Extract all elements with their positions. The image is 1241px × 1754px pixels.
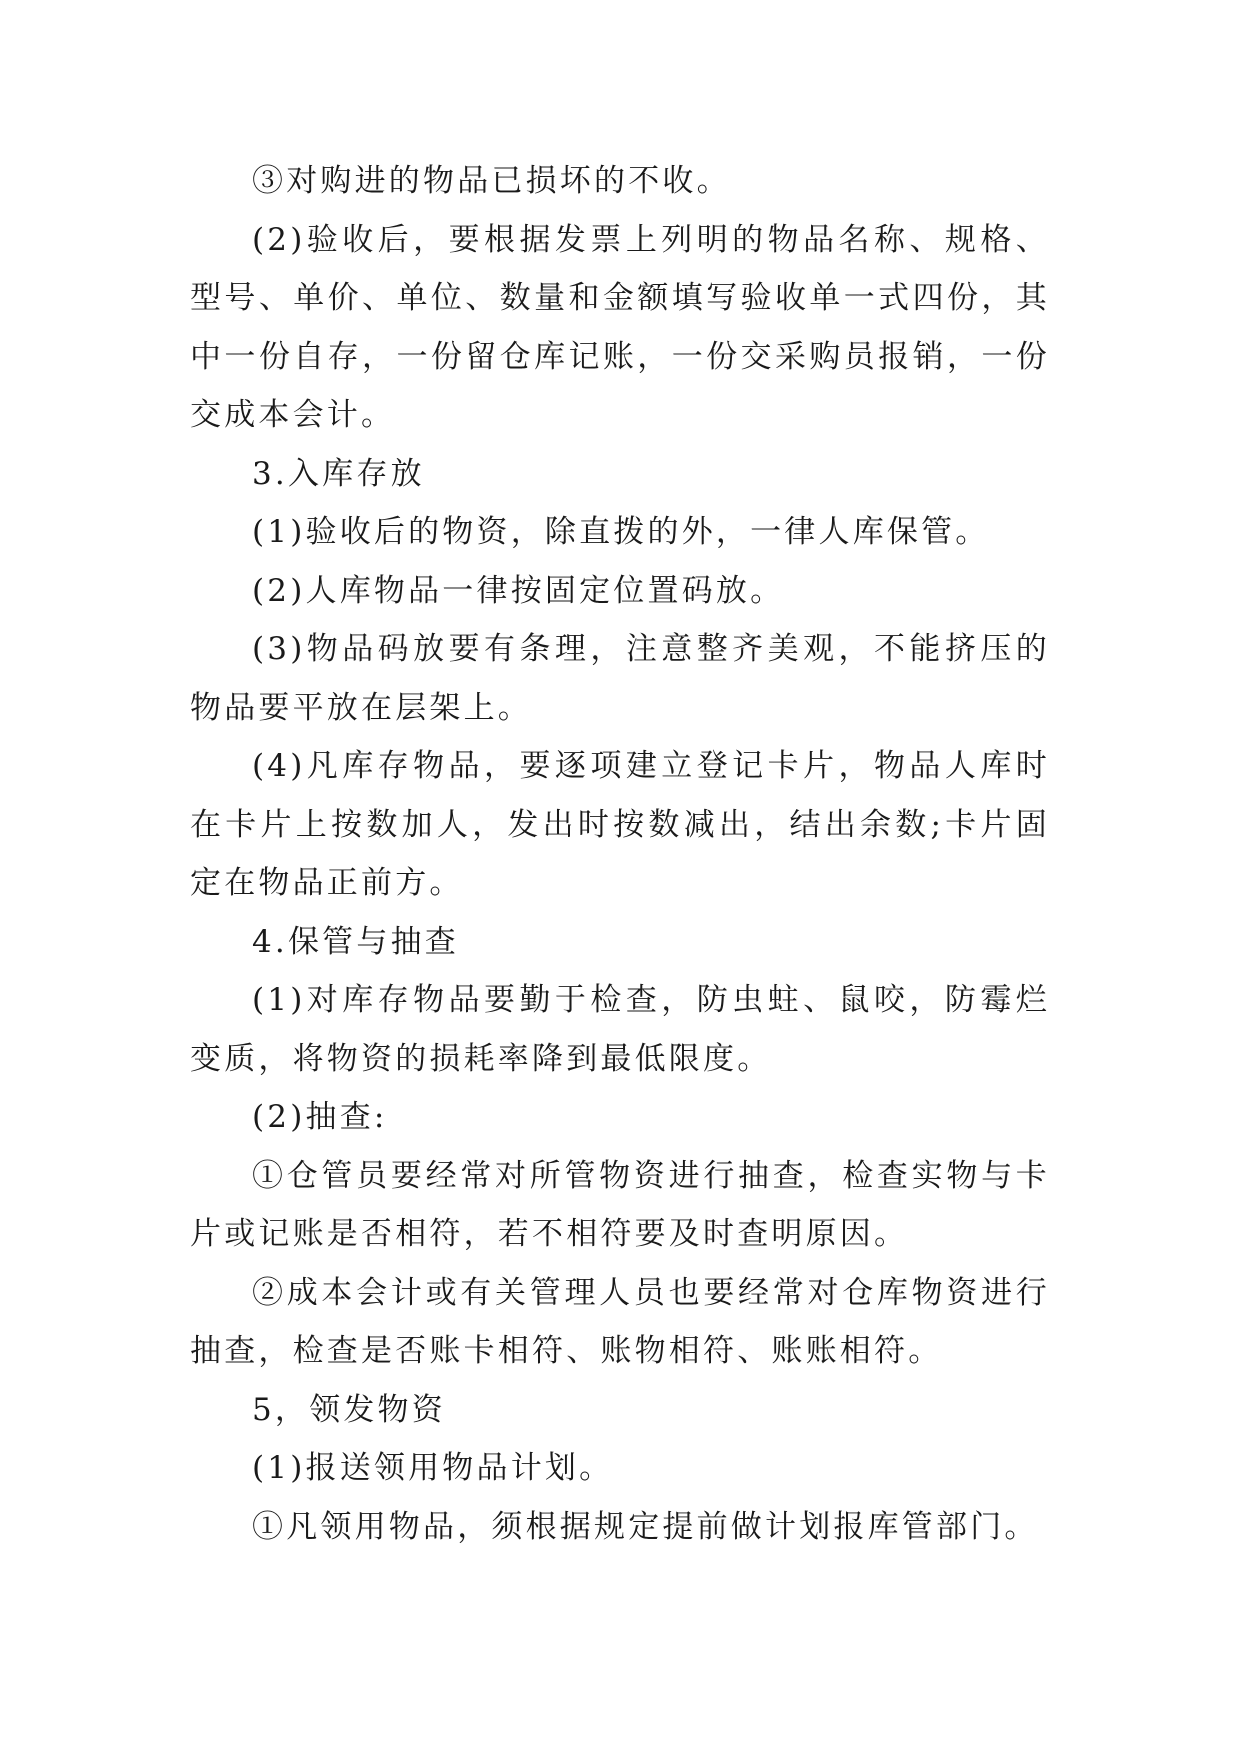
paragraph-issuing-plan: ①凡领用物品，须根据规定提前做计划报库管部门。: [252, 1508, 1039, 1545]
section-heading-custody: 4.保管与抽查: [252, 923, 459, 960]
paragraph-storage-4: (4)凡库存物品，要逐项建立登记卡片，物品人库时在卡片上按数加人，发出时按数减出，结出余数;卡片固定在物品正前方。: [190, 748, 1050, 901]
paragraph-spot-check-1: ①仓管员要经常对所管物资进行抽查，检查实物与卡片或记账是否相符，若不相符要及时查明原因。: [190, 1157, 1050, 1252]
document-page: [190, 152, 1050, 1556]
paragraph-storage-3: (3)物品码放要有条理，注意整齐美观，不能挤压的物品要平放在层架上。: [190, 631, 1050, 726]
section-heading-storage: 3.入库存放: [252, 455, 425, 492]
section-heading-issuing: 5，领发物资: [252, 1391, 446, 1428]
paragraph-damaged-goods: ③对购进的物品已损坏的不收。: [252, 163, 731, 199]
paragraph-custody-2: (2)抽查:: [252, 1099, 388, 1135]
paragraph-storage-2: (2)人库物品一律按固定位置码放。: [252, 572, 785, 609]
paragraph-custody-1: (1)对库存物品要勤于检查，防虫蛀、鼠咬，防霉烂变质，将物资的损耗率降到最低限度。: [190, 982, 1050, 1077]
paragraph-after-inspection: (2)验收后，要根据发票上列明的物品名称、规格、型号、单价、单位、数量和金额填写验收单一式四份，其中一份自存，一份留仓库记账，一份交采购员报销，一份交成本会计。: [190, 221, 1050, 433]
paragraph-storage-1: (1)验收后的物资，除直拨的外，一律人库保管。: [252, 514, 990, 550]
paragraph-spot-check-2: ②成本会计或有关管理人员也要经常对仓库物资进行抽查，检查是否账卡相符、账物相符、账账相符。: [190, 1274, 1050, 1369]
paragraph-issuing-1: (1)报送领用物品计划。: [252, 1450, 614, 1486]
